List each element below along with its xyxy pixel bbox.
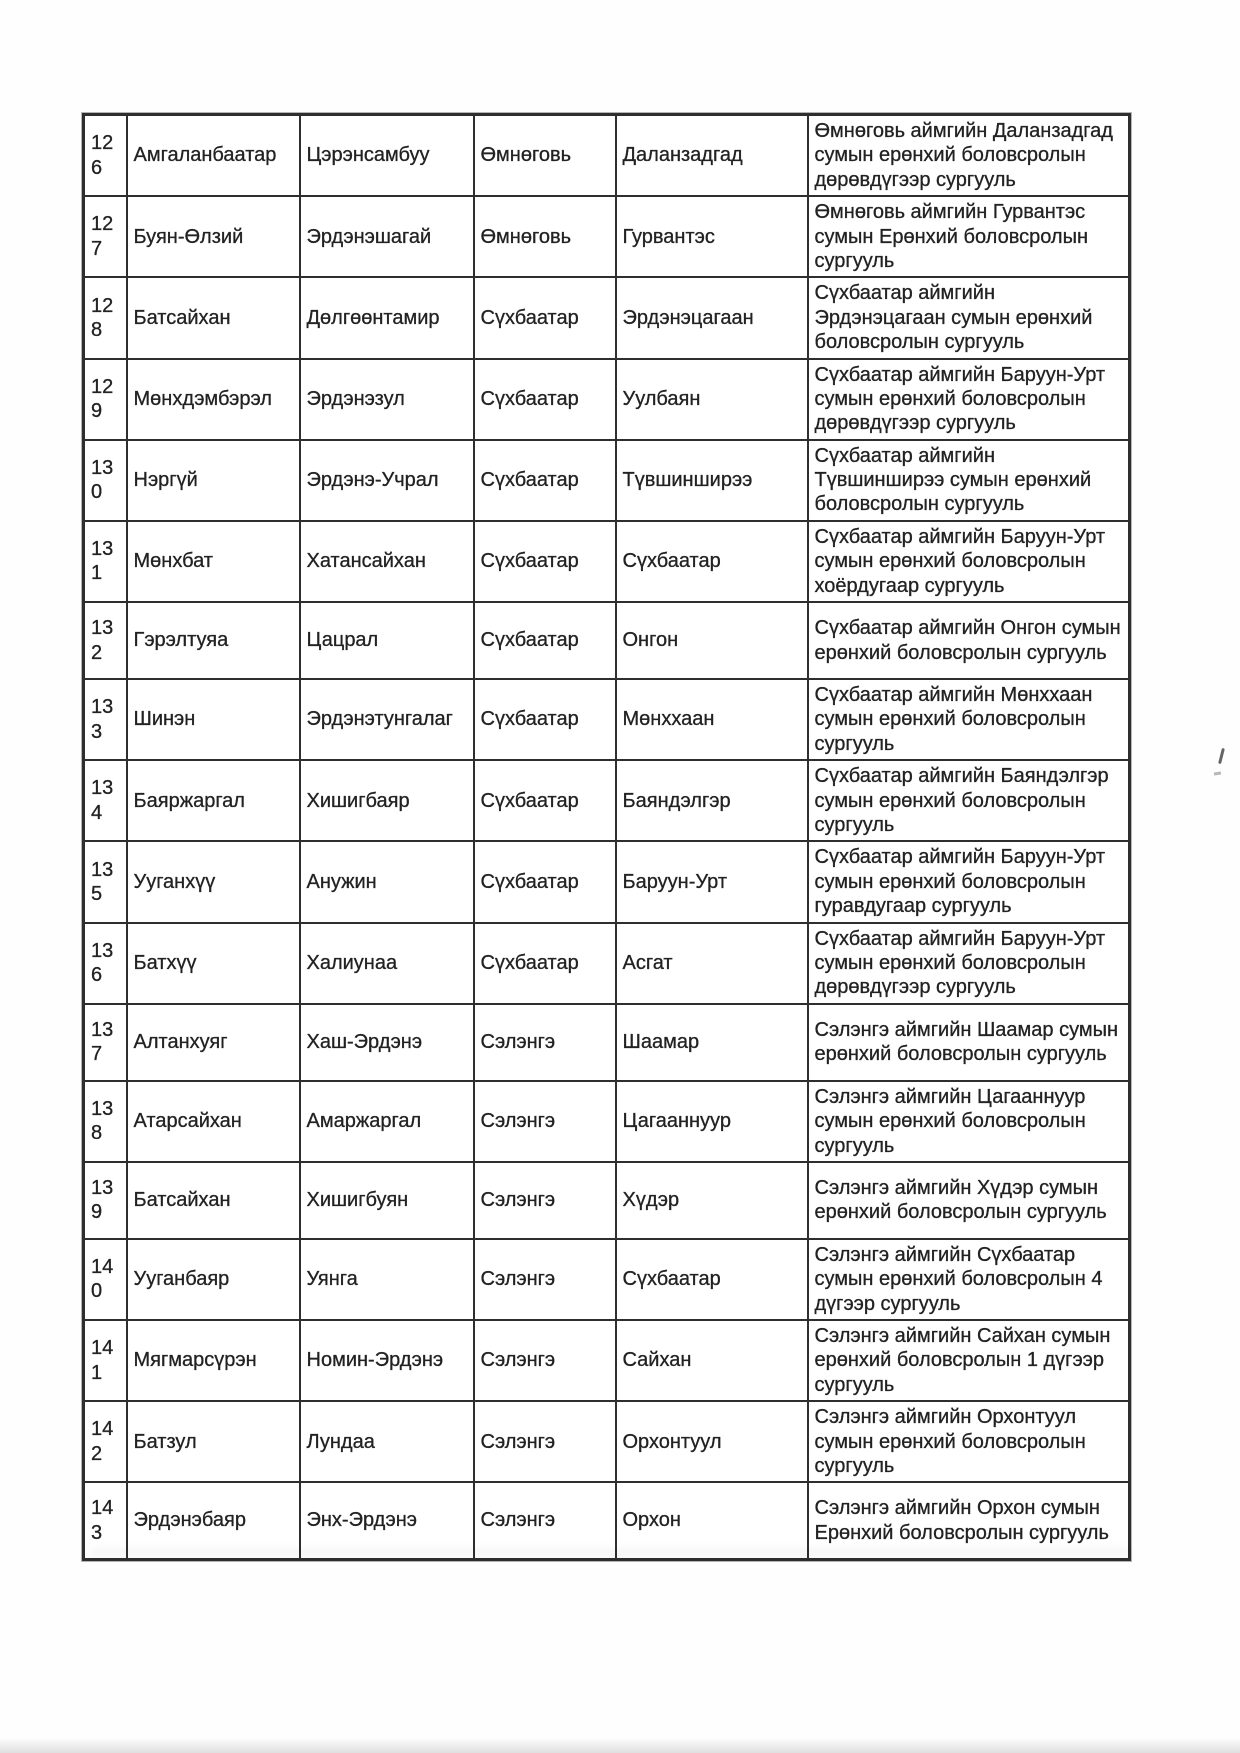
surname-cell: Лундаа: [300, 1401, 474, 1482]
surname-cell: Анужин: [300, 841, 474, 922]
given-name-cell: Алтанхуяг: [127, 1004, 300, 1081]
soum-cell: Гурвантэс: [616, 196, 808, 277]
table-row: [84, 1320, 1130, 1401]
scan-smudge: [90, 1548, 1130, 1558]
province-cell: Сүхбаатар: [474, 521, 616, 602]
province-cell: Сүхбаатар: [474, 602, 616, 679]
surname-cell: Хатансайхан: [300, 521, 474, 602]
soum-cell: Эрдэнэцагаан: [616, 277, 808, 358]
school-cell: Сэлэнгэ аймгийн Орхонтуул сумын ерөнхий боловсролын сургууль: [808, 1401, 1130, 1482]
province-cell: Сэлэнгэ: [474, 1320, 616, 1401]
soum-cell: Асгат: [616, 923, 808, 1004]
province-cell: Өмнөговь: [474, 115, 616, 197]
school-cell: Сэлэнгэ аймгийн Сүхбаатар сумын ерөнхий боловсролын 4 дүгээр сургууль: [808, 1239, 1130, 1320]
province-cell: Сүхбаатар: [474, 440, 616, 521]
surname-cell: Цацрал: [300, 602, 474, 679]
table-row: [84, 1162, 1130, 1239]
soum-cell: Мөнххаан: [616, 679, 808, 760]
province-cell: Өмнөговь: [474, 196, 616, 277]
school-cell: Сэлэнгэ аймгийн Сайхан сумын ерөнхий боловсролын 1 дүгээр сургууль: [808, 1320, 1130, 1401]
province-cell: Сүхбаатар: [474, 841, 616, 922]
school-cell: Сүхбаатар аймгийн Мөнххаан сумын ерөнхий боловсролын сургууль: [808, 679, 1130, 760]
index-cell: 133: [84, 679, 127, 760]
school-cell: Сүхбаатар аймгийн Баруун-Урт сумын ерөнхий боловсролын дөрөвдүгээр сургууль: [808, 923, 1130, 1004]
surname-cell: Дөлгөөнтамир: [300, 277, 474, 358]
index-cell: 129: [84, 359, 127, 440]
surname-cell: Энх-Эрдэнэ: [300, 1482, 474, 1559]
index-cell: 140: [84, 1239, 127, 1320]
table-row: [84, 1401, 1130, 1482]
soum-cell: Сүхбаатар: [616, 521, 808, 602]
index-cell: 137: [84, 1004, 127, 1081]
soum-cell: Сайхан: [616, 1320, 808, 1401]
index-cell: 128: [84, 277, 127, 358]
table-row: [84, 359, 1130, 440]
province-cell: Сэлэнгэ: [474, 1081, 616, 1162]
soum-cell: Цагааннуур: [616, 1081, 808, 1162]
table-row: [84, 923, 1130, 1004]
school-cell: Сүхбаатар аймгийн Баруун-Урт сумын ерөнхий боловсролын дөрөвдүгээр сургууль: [808, 359, 1130, 440]
surname-cell: Эрдэнэшагай: [300, 196, 474, 277]
index-cell: 143: [84, 1482, 127, 1559]
table-row: [84, 841, 1130, 922]
table-row: [84, 196, 1130, 277]
province-cell: Сүхбаатар: [474, 760, 616, 841]
school-cell: Сүхбаатар аймгийн Баяндэлгэр сумын ерөнхий боловсролын сургууль: [808, 760, 1130, 841]
index-cell: 127: [84, 196, 127, 277]
table-row: [84, 440, 1130, 521]
given-name-cell: Ууганбаяр: [127, 1239, 300, 1320]
school-cell: Сүхбаатар аймгийн Баруун-Урт сумын ерөнхий боловсролын хоёрдугаар сургууль: [808, 521, 1130, 602]
given-name-cell: Баяржаргал: [127, 760, 300, 841]
index-cell: 139: [84, 1162, 127, 1239]
province-cell: Сэлэнгэ: [474, 1239, 616, 1320]
given-name-cell: Гэрэлтуяа: [127, 602, 300, 679]
ink-mark-artifact-small: [1214, 772, 1221, 776]
surname-cell: Номин-Эрдэнэ: [300, 1320, 474, 1401]
soum-cell: Түвшинширээ: [616, 440, 808, 521]
index-cell: 130: [84, 440, 127, 521]
table-row: [84, 1004, 1130, 1081]
index-cell: 134: [84, 760, 127, 841]
index-cell: 138: [84, 1081, 127, 1162]
ink-mark-artifact: [1218, 748, 1225, 764]
province-cell: Сүхбаатар: [474, 923, 616, 1004]
given-name-cell: Батсайхан: [127, 277, 300, 358]
given-name-cell: Атарсайхан: [127, 1081, 300, 1162]
province-cell: Сэлэнгэ: [474, 1162, 616, 1239]
province-cell: Сэлэнгэ: [474, 1004, 616, 1081]
surname-cell: Уянга: [300, 1239, 474, 1320]
school-cell: Сэлэнгэ аймгийн Цагааннуур сумын ерөнхий боловсролын сургууль: [808, 1081, 1130, 1162]
scan-edge-shadow: [0, 1737, 1240, 1753]
school-cell: Өмнөговь аймгийн Гурвантэс сумын Ерөнхий боловсролын сургууль: [808, 196, 1130, 277]
soum-cell: Хүдэр: [616, 1162, 808, 1239]
roster-table-body: [84, 115, 1130, 1560]
table-row: [84, 602, 1130, 679]
index-cell: 141: [84, 1320, 127, 1401]
soum-cell: Орхонтуул: [616, 1401, 808, 1482]
soum-cell: Орхон: [616, 1482, 808, 1559]
surname-cell: Хаш-Эрдэнэ: [300, 1004, 474, 1081]
table-row: [84, 521, 1130, 602]
table-row: [84, 679, 1130, 760]
roster-table: [82, 113, 1131, 1561]
school-cell: Өмнөговь аймгийн Даланзадгад сумын ерөнхий боловсролын дөрөвдүгээр сургууль: [808, 115, 1130, 197]
soum-cell: Баруун-Урт: [616, 841, 808, 922]
school-cell: Сүхбаатар аймгийн Онгон сумын ерөнхий боловсролын сургууль: [808, 602, 1130, 679]
given-name-cell: Батсайхан: [127, 1162, 300, 1239]
given-name-cell: Мягмарсүрэн: [127, 1320, 300, 1401]
given-name-cell: Мөнхдэмбэрэл: [127, 359, 300, 440]
surname-cell: Амаржаргал: [300, 1081, 474, 1162]
given-name-cell: Ууганхүү: [127, 841, 300, 922]
school-cell: Сүхбаатар аймгийн Баруун-Урт сумын ерөнхий боловсролын гуравдугаар сургууль: [808, 841, 1130, 922]
province-cell: Сэлэнгэ: [474, 1482, 616, 1559]
given-name-cell: Мөнхбат: [127, 521, 300, 602]
index-cell: 136: [84, 923, 127, 1004]
school-cell: Сэлэнгэ аймгийн Хүдэр сумын ерөнхий боловсролын сургууль: [808, 1162, 1130, 1239]
given-name-cell: Нэргүй: [127, 440, 300, 521]
index-cell: 131: [84, 521, 127, 602]
index-cell: 132: [84, 602, 127, 679]
given-name-cell: Шинэн: [127, 679, 300, 760]
index-cell: 126: [84, 115, 127, 197]
school-cell: Сэлэнгэ аймгийн Шаамар сумын ерөнхий боловсролын сургууль: [808, 1004, 1130, 1081]
soum-cell: Даланзадгад: [616, 115, 808, 197]
surname-cell: Халиунаа: [300, 923, 474, 1004]
soum-cell: Онгон: [616, 602, 808, 679]
index-cell: 142: [84, 1401, 127, 1482]
school-cell: Сэлэнгэ аймгийн Орхон сумын Ерөнхий боловсролын сургууль: [808, 1482, 1130, 1559]
given-name-cell: Буян-Өлзий: [127, 196, 300, 277]
given-name-cell: Батзул: [127, 1401, 300, 1482]
table-row: [84, 1081, 1130, 1162]
school-cell: Сүхбаатар аймгийн Эрдэнэцагаан сумын ерөнхий боловсролын сургууль: [808, 277, 1130, 358]
soum-cell: Шаамар: [616, 1004, 808, 1081]
province-cell: Сүхбаатар: [474, 359, 616, 440]
surname-cell: Эрдэнэтунгалаг: [300, 679, 474, 760]
surname-cell: Эрдэнэ-Учрал: [300, 440, 474, 521]
province-cell: Сүхбаатар: [474, 679, 616, 760]
table-row: [84, 1239, 1130, 1320]
table-row: [84, 277, 1130, 358]
index-cell: 135: [84, 841, 127, 922]
surname-cell: Хишигбаяр: [300, 760, 474, 841]
soum-cell: Баяндэлгэр: [616, 760, 808, 841]
soum-cell: Сүхбаатар: [616, 1239, 808, 1320]
province-cell: Сүхбаатар: [474, 277, 616, 358]
school-cell: Сүхбаатар аймгийн Түвшинширээ сумын ерөнхий боловсролын сургууль: [808, 440, 1130, 521]
soum-cell: Уулбаян: [616, 359, 808, 440]
surname-cell: Хишигбуян: [300, 1162, 474, 1239]
surname-cell: Эрдэнэзул: [300, 359, 474, 440]
given-name-cell: Батхүү: [127, 923, 300, 1004]
table-row: [84, 760, 1130, 841]
given-name-cell: Эрдэнэбаяр: [127, 1482, 300, 1559]
province-cell: Сэлэнгэ: [474, 1401, 616, 1482]
surname-cell: Цэрэнсамбуу: [300, 115, 474, 197]
given-name-cell: Амгаланбаатар: [127, 115, 300, 197]
table-row: [84, 115, 1130, 197]
